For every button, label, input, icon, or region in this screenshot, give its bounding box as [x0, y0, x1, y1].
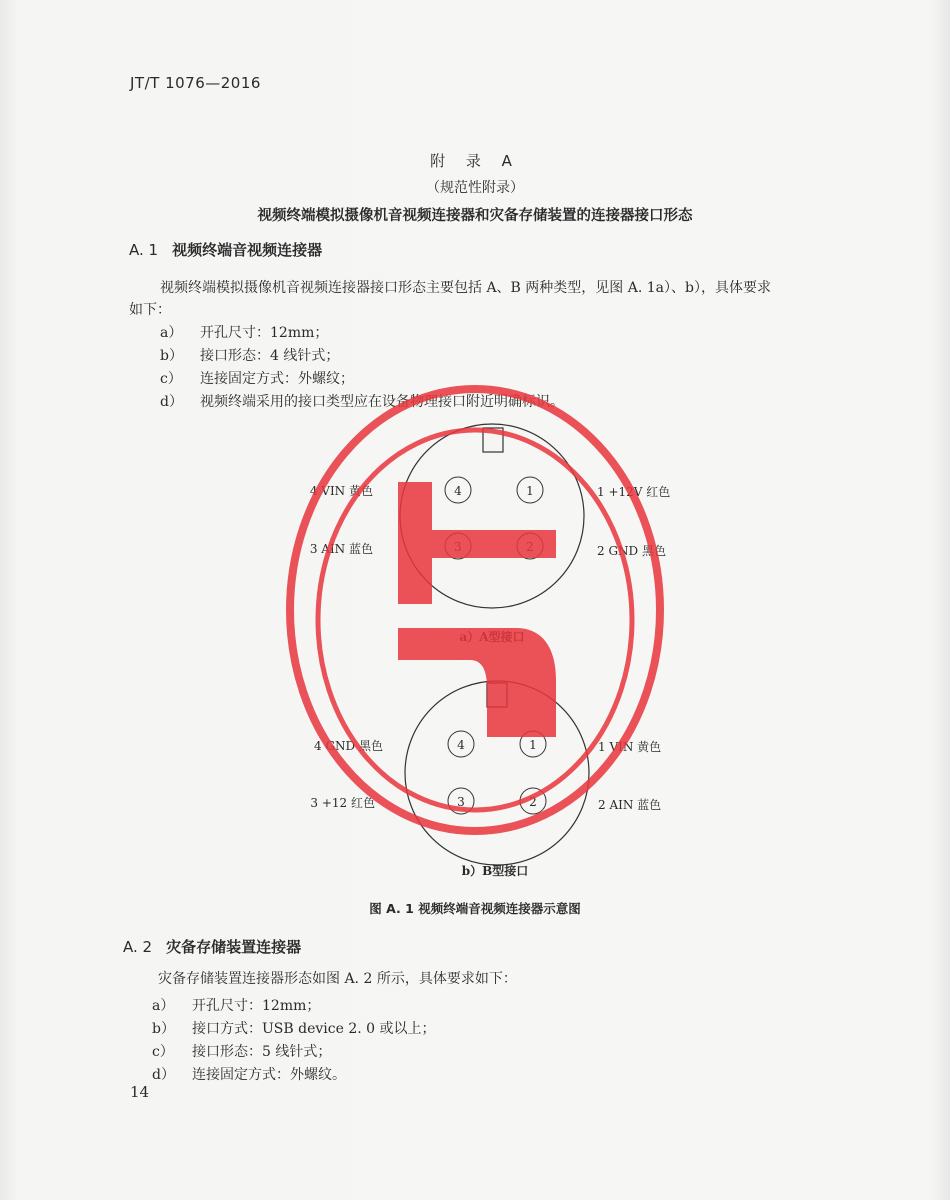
connector-b	[310, 681, 661, 878]
page-number: 14	[130, 1083, 150, 1101]
list-item-label: a）	[152, 998, 175, 1014]
section-a1-title: 视频终端音视频连接器	[172, 241, 323, 259]
section-a2-number: A. 2	[123, 938, 153, 956]
connector-a-label-pin2: 2 GND 黑色	[597, 544, 666, 558]
section-a2-intro: 灾备存储装置连接器形态如图 A. 2 所示，具体要求如下：	[158, 971, 517, 987]
section-a1-number: A. 1	[129, 241, 159, 259]
list-item-text: 开孔尺寸：12mm；	[192, 998, 321, 1014]
section-a1-intro-line2: 如下：	[129, 302, 171, 318]
list-item	[152, 1018, 436, 1038]
document-id: JT/T 1076—2016	[130, 74, 261, 92]
connector-b-label-pin1: 1 VIN 黄色	[598, 740, 662, 754]
seal-outer-ring	[290, 389, 660, 831]
list-item-text: 接口形态：5 线针式；	[192, 1044, 332, 1060]
connector-a-pin-1-number: 1	[526, 484, 534, 498]
connector-b-caption: b）B型接口	[461, 864, 529, 878]
connector-a-label-pin4: 4 VIN 黄色	[309, 484, 373, 498]
list-item-text: 视频终端采用的接口类型应在设备物理接口附近明确标识。	[200, 394, 564, 410]
figure-caption: 图 A. 1 视频终端音视频连接器示意图	[369, 901, 581, 916]
connector-a-label-pin1: 1 +12V 红色	[597, 485, 671, 499]
list-item-text: 接口方式：USB device 2. 0 或以上；	[192, 1021, 436, 1037]
section-a1-intro-line1: 视频终端模拟摄像机音视频连接器接口形态主要包括 A、B 两种类型，见图 A. 1a）、b），具体要求	[160, 280, 771, 296]
annex-title: 附 录 A	[430, 152, 520, 170]
list-item-text: 连接固定方式：外螺纹；	[200, 371, 354, 387]
list-item-text: 接口形态：4 线针式；	[200, 348, 340, 364]
seal-inner-ring	[318, 430, 632, 810]
list-item-label: b）	[152, 1021, 175, 1037]
connector-b-pin-2-number: 2	[529, 795, 537, 809]
list-item	[152, 1041, 331, 1061]
connector-b-label-pin4: 4 GND 黑色	[314, 739, 383, 753]
list-item-label: d）	[160, 394, 183, 410]
connector-b-label-pin2: 2 AIN 蓝色	[598, 798, 662, 812]
annex-heading: 视频终端模拟摄像机音视频连接器和灾备存储装置的连接器接口形态	[257, 208, 693, 224]
list-item-label: b）	[160, 348, 183, 364]
connector-b-pin-1-number: 1	[529, 738, 537, 752]
list-item-label: c）	[152, 1044, 174, 1060]
section-a2-title: 灾备存储装置连接器	[166, 938, 302, 956]
list-item-label: c）	[160, 371, 182, 387]
list-item-text: 连接固定方式：外螺纹。	[192, 1067, 346, 1083]
list-item	[152, 1064, 346, 1084]
connector-b-pin-4-number: 4	[457, 738, 465, 752]
connector-b-label-pin3: 3 +12 红色	[310, 796, 375, 810]
connector-b-pin-3-number: 3	[457, 795, 465, 809]
list-item	[152, 995, 320, 1015]
section-a2-heading	[123, 936, 301, 957]
annex-subtitle: （规范性附录）	[426, 180, 524, 196]
seal-glyph-top	[398, 482, 556, 604]
red-seal	[290, 389, 660, 831]
list-item-label: d）	[152, 1067, 175, 1083]
connector-a-pin-4-number: 4	[454, 484, 462, 498]
connector-a-label-pin3: 3 AIN 蓝色	[309, 542, 373, 556]
list-item-label: a）	[160, 325, 183, 341]
list-item-text: 开孔尺寸：12mm；	[200, 325, 329, 341]
